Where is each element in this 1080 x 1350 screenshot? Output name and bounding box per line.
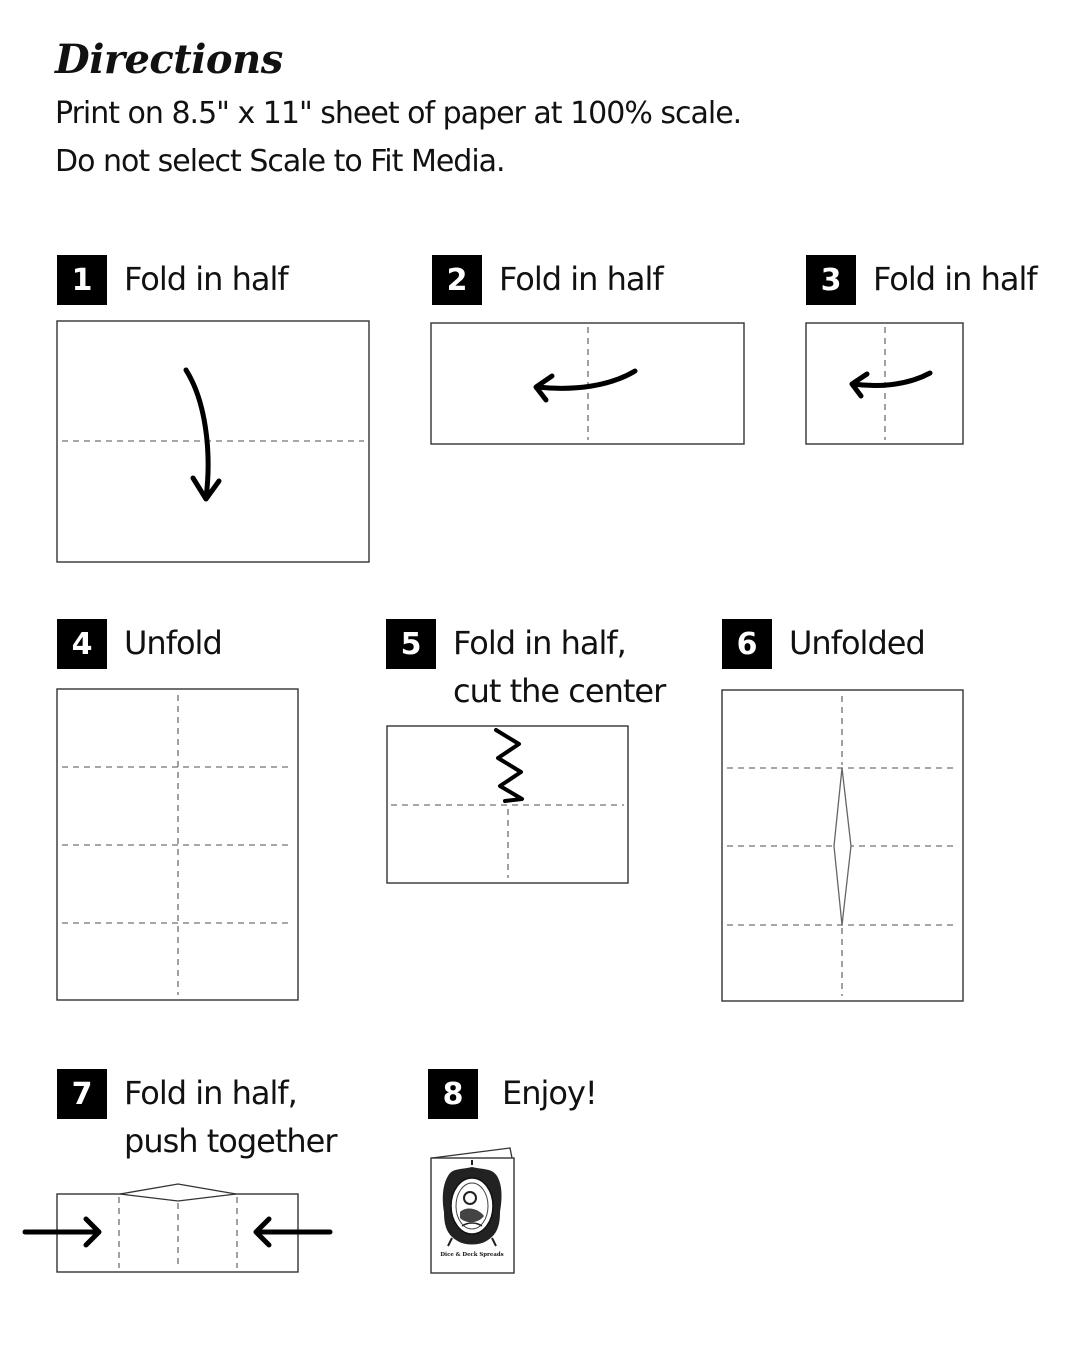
booklet-caption: Dice & Deck Spreads bbox=[440, 1252, 504, 1258]
step-label: Unfolded bbox=[789, 624, 925, 662]
step-6-figure bbox=[722, 690, 963, 1001]
step-number-badge: 4 bbox=[57, 619, 107, 669]
step-number-badge: 1 bbox=[57, 255, 107, 305]
step-number-badge: 8 bbox=[428, 1069, 478, 1119]
paper-sheet bbox=[57, 321, 369, 562]
instruction-line-1: Print on 8.5" x 11" sheet of paper at 100% scale. bbox=[55, 96, 742, 131]
page-title: Directions bbox=[55, 36, 283, 83]
step-number-badge: 5 bbox=[386, 619, 436, 669]
step-4-figure bbox=[57, 689, 298, 1000]
step-number-badge: 3 bbox=[806, 255, 856, 305]
step-label-line-2: cut the center bbox=[453, 672, 666, 710]
step-label: Fold in half, bbox=[453, 624, 626, 662]
step-number-badge: 2 bbox=[432, 255, 482, 305]
step-number-badge: 7 bbox=[57, 1069, 107, 1119]
step-label: Unfold bbox=[124, 624, 222, 662]
step-label: Fold in half bbox=[499, 260, 663, 298]
step-label: Fold in half bbox=[124, 260, 288, 298]
step-label-line-2: push together bbox=[124, 1122, 337, 1160]
step-number-badge: 6 bbox=[722, 619, 772, 669]
instruction-line-2: Do not select Scale to Fit Media. bbox=[55, 144, 505, 179]
step-2-figure bbox=[431, 323, 744, 444]
step-7-figure bbox=[25, 1184, 330, 1272]
step-label: Fold in half, bbox=[124, 1074, 297, 1112]
step-3-figure bbox=[806, 323, 963, 444]
booklet-back-page bbox=[432, 1148, 512, 1158]
ornate-frame-icon bbox=[443, 1160, 502, 1246]
step-label: Enjoy! bbox=[502, 1074, 597, 1112]
step-8-figure bbox=[431, 1148, 514, 1273]
step-label: Fold in half bbox=[873, 260, 1037, 298]
step-1-figure bbox=[57, 321, 369, 562]
step-5-figure bbox=[387, 726, 628, 883]
